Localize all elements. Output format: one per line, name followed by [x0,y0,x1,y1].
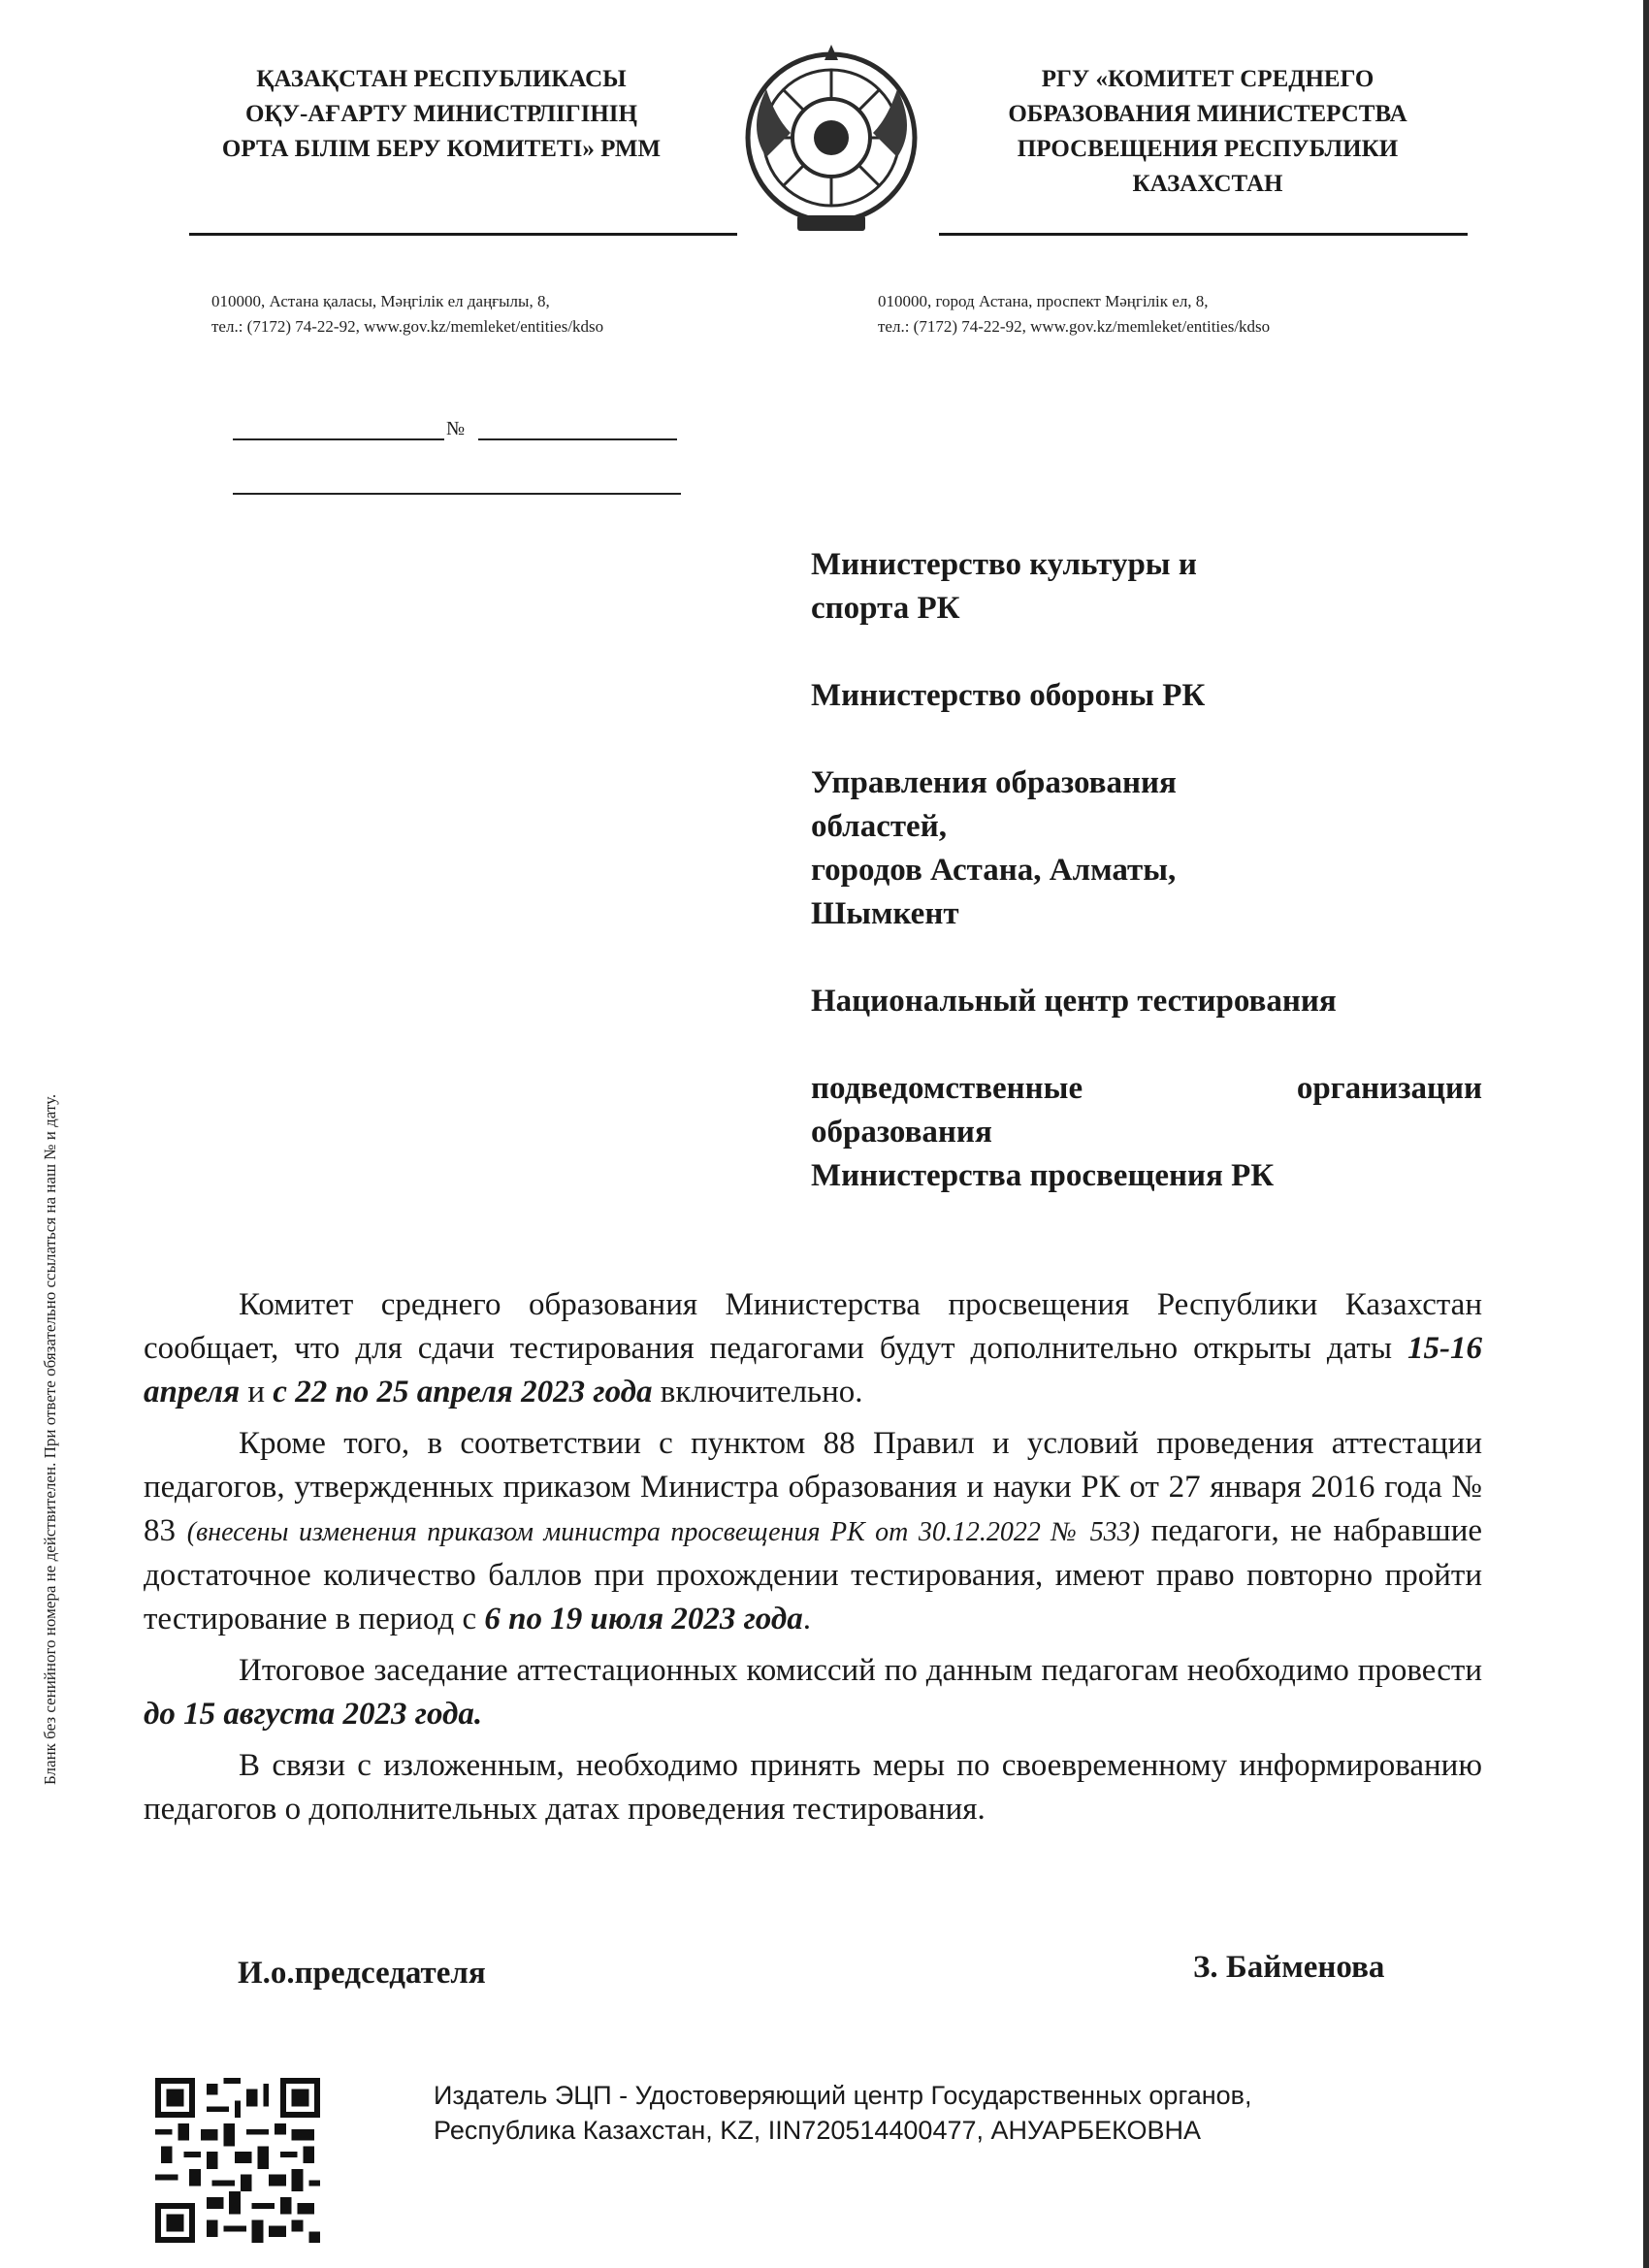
registration-number-line [478,417,677,440]
header-left-line: ҚАЗАҚСТАН РЕСПУБЛИКАСЫ [256,66,627,92]
paragraph [144,1422,1482,1641]
recipient-line: образования [811,1115,992,1150]
header-right [955,62,1460,202]
paragraph-text: Итоговое заседание аттестационных комиссий по данным педагогам необходимо провести [239,1653,1482,1688]
paragraph-text: . [802,1602,811,1636]
recipient-line: Шымкент [811,896,959,931]
header-right-line: КАЗАХСТАН [1132,171,1283,197]
recipient-line: спорта РК [811,591,960,626]
registration-line-2 [233,493,681,495]
registration-number-row [233,417,677,440]
recipient-line: Управления образования [811,765,1177,800]
recipient-line: Национальный центр тестирования [811,984,1337,1019]
address-right-line: тел.: (7172) 74-22-92, www.gov.kz/memleket/entities/kdso [878,317,1271,336]
recipient-line [811,1067,1482,1111]
recipient [811,761,1482,936]
recipient [811,674,1482,718]
state-emblem-icon [737,41,926,240]
number-sign: № [446,418,466,439]
header-rule-left [189,233,737,236]
recipient-line: Министерство обороны РК [811,678,1206,713]
recipient-word: организации [1296,1071,1482,1106]
recipient [811,1067,1482,1198]
signatory-role: И.о.председателя [238,1956,486,1991]
header-left [189,62,694,167]
address-left [211,289,755,340]
header-left-line: ОҚУ-АҒАРТУ МИНИСТРЛІГІНІҢ [245,101,637,127]
paragraph [144,1649,1482,1736]
ecp-owner-line: Республика Казахстан, KZ, IIN720514400477, АНУАРБЕКОВНА [434,2116,1202,2145]
header-rule-right [939,233,1468,236]
emphasis-date: 15-16 апреля [144,1331,1482,1409]
signatory-name: З. Байменова [1193,1950,1385,1985]
recipient-line: областей, [811,809,947,844]
paragraph-text: Кроме того, в соответствии с пунктом 88 Правил и условий проведения аттестации педагогов, утвержденных приказом Министра образования и науки РК от 27 января 2016 года № 83 [144,1426,1482,1548]
recipient-line: Министерство культуры и [811,547,1197,582]
digital-signature-info [434,2078,1252,2148]
recipient [811,543,1482,631]
address-left-line: 010000, Астана қаласы, Мәңгілік ел даңғылы, 8, [211,292,550,310]
header-right-line: ОБРАЗОВАНИЯ МИНИСТЕРСТВА [1008,101,1407,127]
emphasis-date: 6 по 19 июля 2023 года [484,1602,803,1636]
page-edge [1643,0,1649,2268]
header-right-line: РГУ «КОМИТЕТ СРЕДНЕГО [1041,66,1374,92]
letter-body [144,1283,1482,1839]
address-left-line: тел.: (7172) 74-22-92, www.gov.kz/memleket/entities/kdso [211,317,604,336]
recipient-line: городов Астана, Алматы, [811,853,1177,888]
paragraph-text: педагоги, не набравшие достаточное количество баллов при прохождении тестирования, имеют право повторно пройти тестирование в период с [144,1513,1482,1636]
registration-date-line [233,417,444,440]
side-note: Бланк без сенийного номера не действителен. При ответе обязательно ссылаться на наш № и дату. [41,1093,59,1785]
recipient-line: Министерства просвещения РК [811,1158,1275,1193]
emphasis-date: до 15 августа 2023 года. [144,1697,483,1732]
paragraph: В связи с изложенным, необходимо принять меры по своевременному информированию педагогов о дополнительных датах проведения тестирования. [144,1748,1482,1827]
header-left-line: ОРТА БІЛІМ БЕРУ КОМИТЕТІ» РММ [221,136,662,162]
paragraph-text: и [240,1375,274,1409]
paragraph-text: Комитет среднего образования Министерства просвещения Республики Казахстан сообщает, что для сдачи тестирования педагогами будут дополнительно открыты даты [144,1287,1482,1366]
address-right [878,289,1421,340]
address-right-line: 010000, город Астана, проспект Мәңгілік ел, 8, [878,292,1209,310]
recipient-word: подведомственные [811,1071,1083,1106]
paragraph [144,1283,1482,1414]
qr-code-icon [155,2078,320,2243]
recipient [811,980,1482,1023]
amendment-note: (внесены изменения приказом министра просвещения РК от 30.12.2022 № 533) [186,1517,1140,1547]
header-right-line: ПРОСВЕЩЕНИЯ РЕСПУБЛИКИ [1017,136,1399,162]
recipients-block [811,543,1482,1242]
emphasis-date: с 22 по 25 апреля 2023 года [273,1375,653,1409]
ecp-issuer-line: Издатель ЭЦП - Удостоверяющий центр Государственных органов, [434,2081,1252,2110]
paragraph-text: включительно. [652,1375,863,1409]
